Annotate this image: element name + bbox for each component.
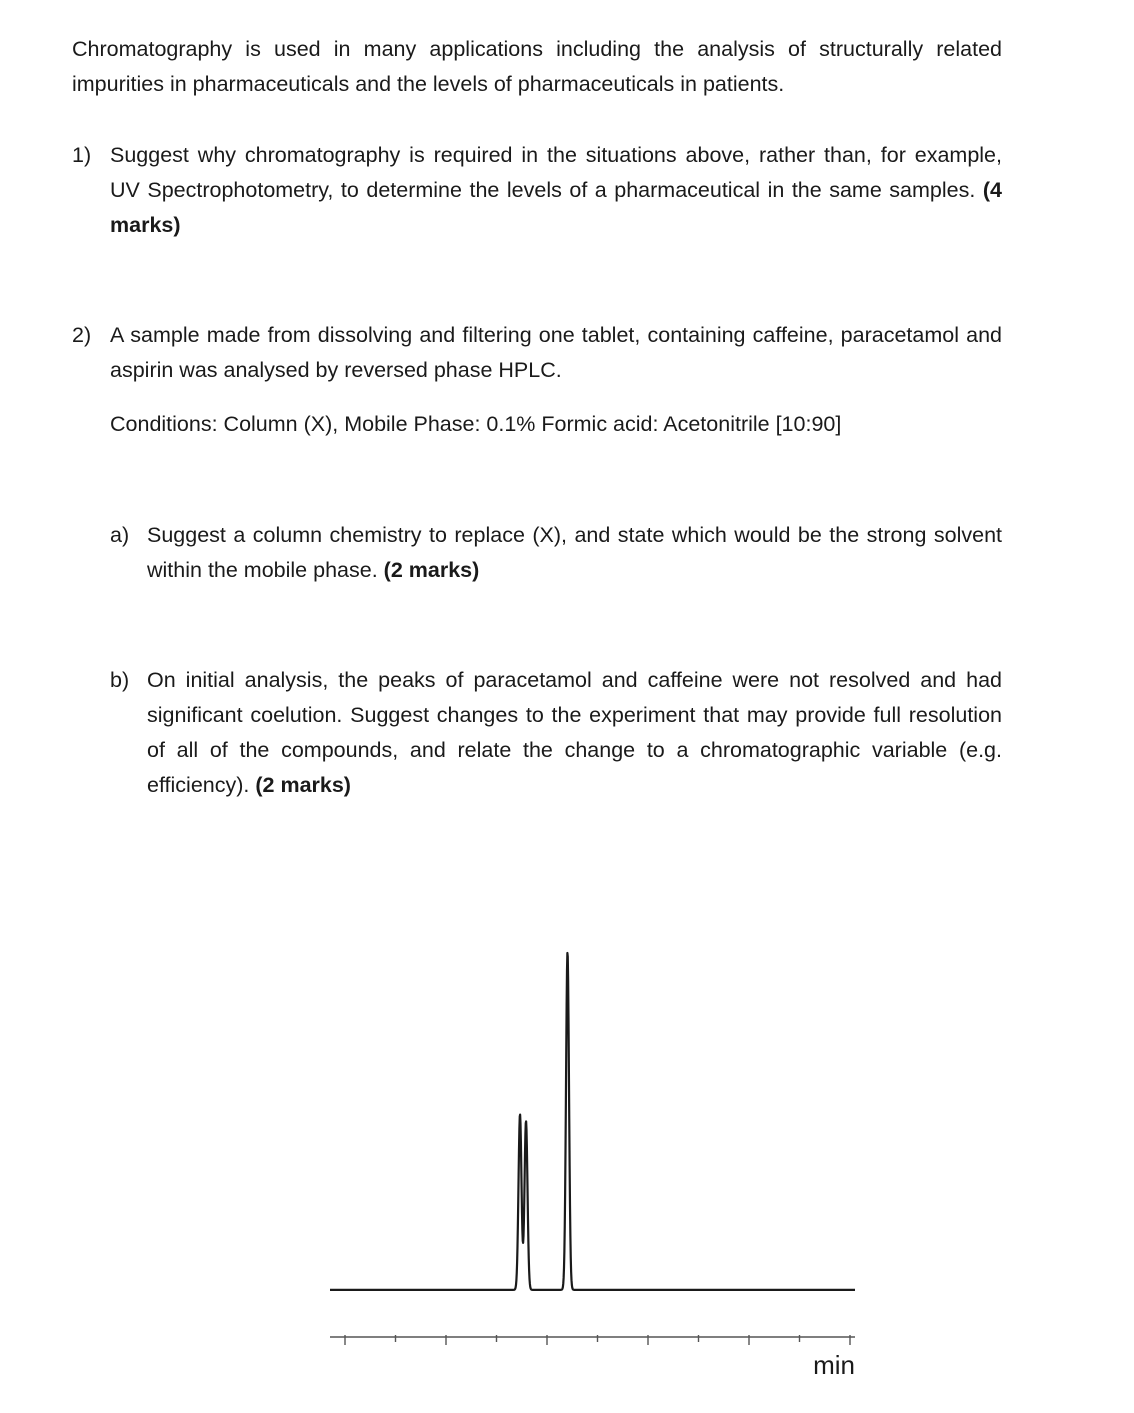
question-2a-text bbox=[147, 518, 1002, 588]
chromatogram-trace bbox=[330, 953, 855, 1290]
question-1-marks: (4 marks) bbox=[110, 178, 1002, 237]
question-2b-body: On initial analysis, the peaks of paracetamol and caffeine were not resolved and had significant coelution. Suggest changes to the experiment that may provide full resolution of all of the compounds, and relate the change to a chromatographic variable (e.g. efficiency). bbox=[147, 668, 1002, 797]
question-2-conditions: Conditions: Column (X), Mobile Phase: 0.1% Formic acid: Acetonitrile [10:90] bbox=[110, 412, 842, 436]
question-1-number: 1) bbox=[72, 143, 92, 167]
question-2-text: A sample made from dissolving and filtering one tablet, containing caffeine, paracetamol and aspirin was analysed by reversed phase HPLC. bbox=[110, 323, 1002, 382]
question-1-body: Suggest why chromatography is required in the situations above, rather than, for example, UV Spectrophotometry, to determine the levels of a pharmaceutical in the same samples. bbox=[110, 143, 1002, 202]
question-2a-marks: (2 marks) bbox=[383, 558, 480, 582]
question-2b-marks: (2 marks) bbox=[255, 773, 351, 797]
intro-paragraph: Chromatography is used in many applications including the analysis of structurally related impurities in pharmaceuticals and the levels of pharmaceuticals in patients. bbox=[72, 37, 1002, 96]
chromatogram-chart bbox=[320, 950, 880, 1390]
x-axis-label: min bbox=[813, 1350, 855, 1380]
question-2a-body: Suggest a column chemistry to replace (X), and state which would be the strong solvent within the mobile phase. bbox=[147, 523, 1002, 582]
question-1-text bbox=[110, 138, 1002, 243]
question-2b-text bbox=[147, 663, 1002, 803]
question-2-number: 2) bbox=[72, 323, 92, 347]
question-2a-number: a) bbox=[110, 523, 130, 547]
question-2b-number: b) bbox=[110, 668, 130, 692]
